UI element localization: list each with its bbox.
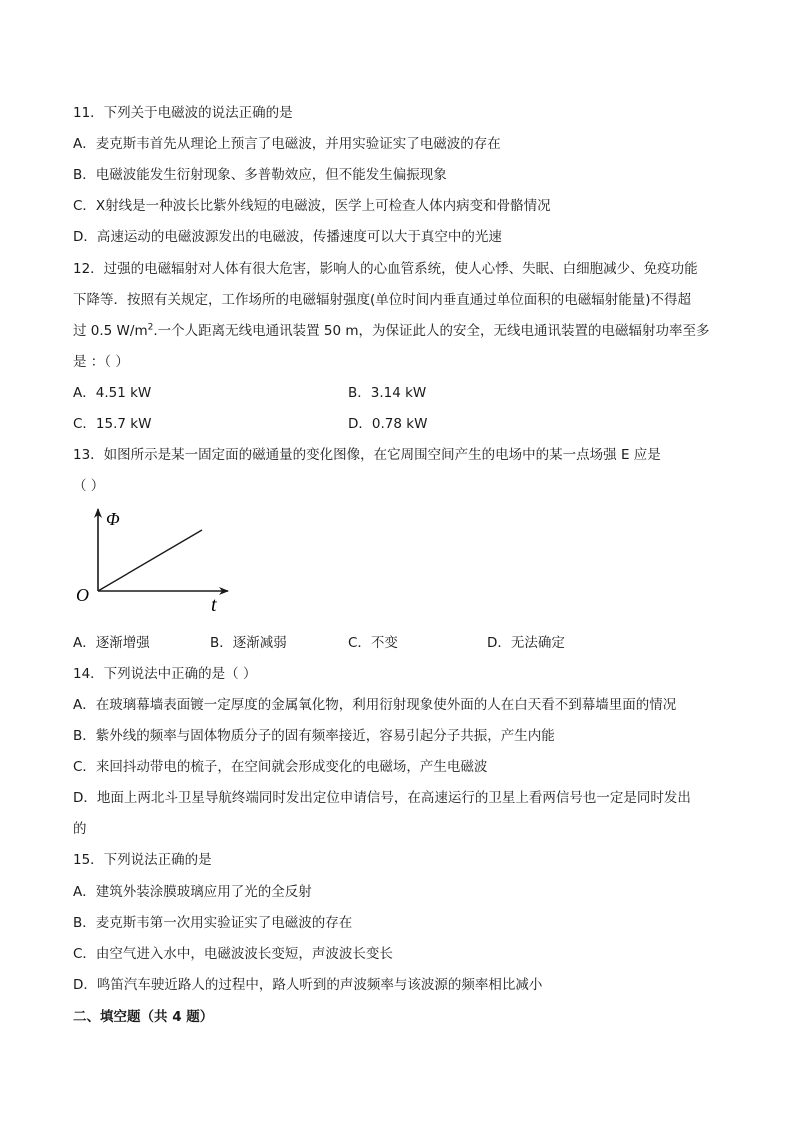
question-15-option-a: A．建筑外装涂膜玻璃应用了光的全反射 (73, 884, 312, 900)
question-15-stem: 15．下列说法正确的是 (73, 852, 212, 868)
t-axis-label: t (211, 594, 217, 615)
question-11-stem: 11．下列关于电磁波的说法正确的是 (73, 105, 293, 121)
origin-label: O (76, 585, 89, 605)
phi-axis-label: Φ (106, 509, 120, 529)
question-13-stem-line-1: 13．如图所示是某一固定面的磁通量的变化图像，在它周围空间产生的电场中的某一点场强 E 应是 (73, 447, 661, 463)
question-11-option-a: A．麦克斯韦首先从理论上预言了电磁波，并用实验证实了电磁波的存在 (73, 136, 501, 152)
question-14-option-a: A．在玻璃幕墙表面镀一定厚度的金属氧化物，利用衍射现象使外面的人在白天看不到幕墙里面的情况 (73, 697, 677, 713)
question-15-option-b: B．麦克斯韦第一次用实验证实了电磁波的存在 (73, 915, 353, 931)
question-12-option-c: C．15.7 kW (73, 416, 152, 432)
question-11-option-c: C．X射线是一种波长比紫外线短的电磁波，医学上可检查人体内病变和骨骼情况 (73, 198, 551, 214)
question-12-stem-line-1: 12．过强的电磁辐射对人体有很大危害，影响人的心血管系统，使人心悸、失眠、白细胞减少、免疫功能 (73, 261, 698, 277)
question-14-option-d-line-2: 的 (73, 821, 87, 837)
flux-time-graph (72, 503, 242, 615)
question-13-option-c: C．不变 (348, 635, 398, 651)
unit-exponent: 2 (147, 322, 154, 333)
question-11-option-d: D．高速运动的电磁波源发出的电磁波，传播速度可以大于真空中的光速 (73, 229, 502, 245)
question-12-option-d: D．0.78 kW (348, 416, 428, 432)
question-15-option-c: C．由空气进入水中，电磁波波长变短，声波波长变长 (73, 946, 393, 962)
question-12-stem-line-2: 下降等．按照有关规定，工作场所的电磁辐射强度(单位时间内垂直通过单位面积的电磁辐射能量)不得超 (73, 292, 692, 308)
question-13-stem-line-2: （ ） (73, 478, 105, 494)
question-12-stem-line-3 (73, 322, 710, 340)
question-12-stem-line-3-rest: .一个人距离无线电通讯装置 50 m，为保证此人的安全，无线电通讯装置的电磁辐射功率至多 (153, 323, 710, 339)
power-density-value: 过 0.5 W/m (73, 323, 148, 339)
question-14-option-b: B．紫外线的频率与固体物质分子的固有频率接近，容易引起分子共振，产生内能 (73, 728, 555, 744)
question-14-option-d-line-1: D．地面上两北斗卫星导航终端同时发出定位申请信号，在高速运行的卫星上看两信号也一定是同时发出 (73, 790, 691, 806)
question-12-stem-line-4: 是 ：（ ） (73, 354, 129, 370)
question-13-option-d: D．无法确定 (487, 635, 565, 651)
question-15-option-d: D．鸣笛汽车驶近路人的过程中，路人听到的声波频率与该波源的频率相比减小 (73, 977, 543, 993)
question-14-option-c: C．来回抖动带电的梳子，在空间就会形成变化的电磁场，产生电磁波 (73, 759, 488, 775)
question-11-option-b: B．电磁波能发生衍射现象、多普勒效应，但不能发生偏振现象 (73, 167, 447, 183)
question-14-stem: 14．下列说法中正确的是（ ） (73, 666, 257, 682)
section-heading-fill-in: 二、填空题（共 4 题） (73, 1009, 214, 1025)
question-13-option-b: B．逐渐减弱 (210, 635, 287, 651)
flux-line (98, 530, 202, 591)
question-12-option-a: A．4.51 kW (73, 385, 152, 401)
question-12-option-b: B．3.14 kW (348, 385, 427, 401)
question-13-option-a: A．逐渐增强 (73, 635, 150, 651)
